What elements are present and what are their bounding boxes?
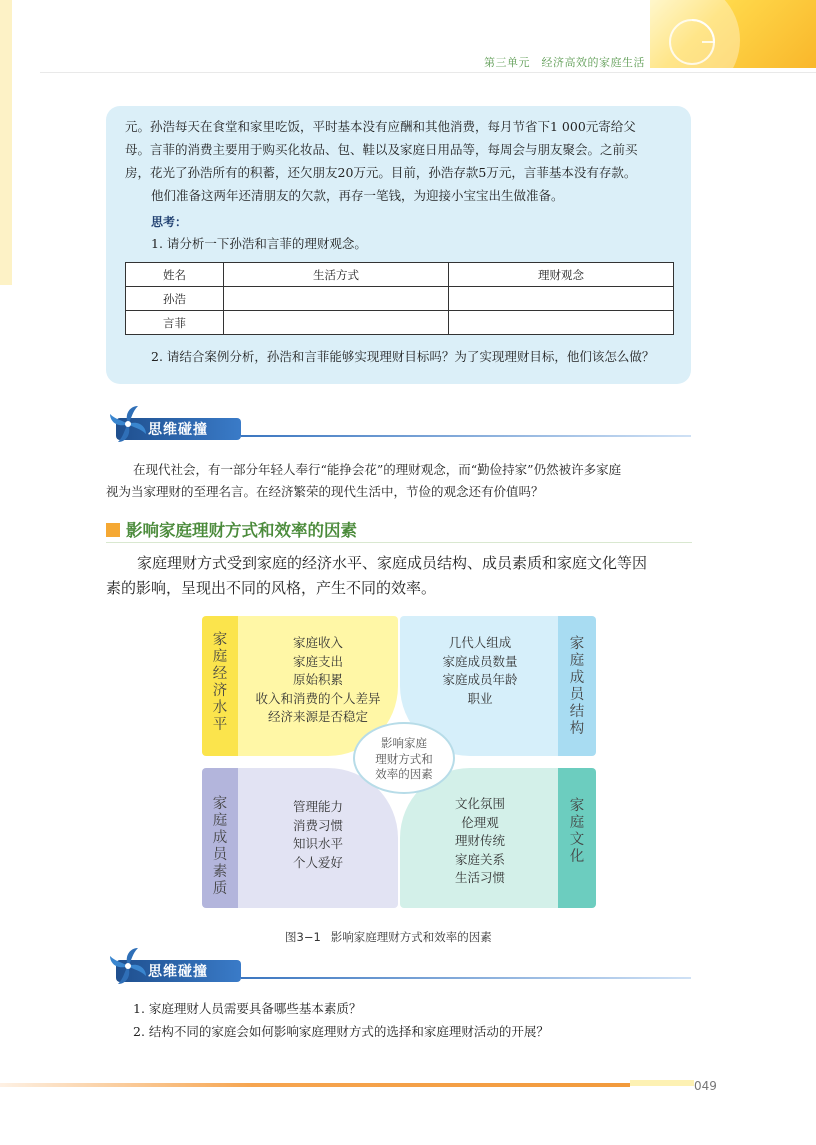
list-item: 理财传统: [454, 833, 505, 848]
list-item: 管理能力: [292, 799, 343, 814]
list-item: 文化氛围: [454, 796, 505, 811]
table-cell[interactable]: [449, 287, 674, 311]
quadrant-label: 家庭文化: [569, 798, 585, 865]
table-cell[interactable]: [224, 287, 449, 311]
case-line: 他们准备这两年还清朋友的欠款，再存一笔钱，为迎接小宝宝出生做准备。: [151, 188, 564, 203]
list-item: 收入和消费的个人差异: [255, 690, 381, 706]
case-line: 元。孙浩每天在食堂和家里吃饭，平时基本没有应酬和其他消费，每月节省下1 000元寄给父: [125, 119, 636, 134]
list-item: 伦理观: [461, 814, 499, 830]
list-item: 生活习惯: [454, 870, 505, 885]
list-item: 消费习惯: [292, 817, 343, 833]
thinking-banner: [106, 400, 692, 440]
table-header: 姓名: [126, 263, 224, 287]
list-item: 知识水平: [292, 836, 343, 851]
case-line: 房，花光了孙浩所有的积蓄，还欠朋友20万元。目前，孙浩存款5万元，言菲基本没有存款。: [125, 165, 637, 180]
header-divider: [40, 72, 816, 73]
left-edge-strip: [0, 0, 12, 285]
center-label: [353, 736, 455, 783]
footer-accent: [630, 1080, 694, 1086]
analysis-table: [125, 262, 674, 335]
section-body-line: 素的影响，呈现出不同的风格，产生不同的效率。: [106, 579, 437, 597]
section-heading: [106, 517, 357, 541]
table-row: [126, 311, 674, 335]
list-item: 家庭成员数量: [442, 653, 518, 669]
quadrant-items: [420, 634, 540, 708]
unit-title: 第三单元 经济高效的家庭生活: [484, 56, 645, 69]
list-item: 原始积累: [292, 672, 343, 687]
center-line: 效率的因素: [375, 767, 433, 781]
list-item: 家庭支出: [292, 653, 343, 669]
table-cell[interactable]: [224, 311, 449, 335]
center-line: 理财方式和: [375, 751, 433, 766]
quadrant-label: 家庭经济水平: [212, 632, 228, 733]
quadrant-items: [248, 634, 388, 727]
center-line: 影响家庭: [381, 736, 427, 750]
list-item: 经济来源是否稳定: [267, 709, 368, 724]
figure-title: 影响家庭理财方式和效率的因素: [330, 930, 492, 944]
list-item: 家庭收入: [292, 635, 343, 650]
table-row: [126, 287, 674, 311]
section-title: 影响家庭理财方式和效率的因素: [126, 521, 357, 540]
question-item: 1. 家庭理财人员需要具备哪些基本素质？: [133, 1001, 362, 1016]
question-2: 2. 请结合案例分析，孙浩和言菲能够实现理财目标吗？为了实现理财目标，他们该怎么做？: [151, 349, 655, 364]
banner-label: 思维碰撞: [148, 964, 208, 980]
pinwheel-icon: [106, 400, 152, 446]
case-line: 母。言菲的消费主要用于购买化妆品、包、鞋以及家庭日用品等，每周会与朋友聚会。之前买: [125, 142, 638, 157]
page-number: 049: [694, 1079, 717, 1093]
quadrant-label: 家庭成员素质: [212, 796, 228, 897]
think-label: 思考：: [151, 215, 188, 229]
discussion-line: 在现代社会，有一部分年轻人奉行“能挣会花”的理财观念，而“勤俭持家”仍然被许多家庭: [133, 462, 622, 477]
table-cell: 孙浩: [126, 287, 224, 311]
list-item: 家庭成员年龄: [442, 672, 518, 687]
header-decoration: [650, 0, 816, 68]
banner-label: 思维碰撞: [148, 422, 208, 438]
quadrant-items: [258, 798, 378, 872]
table-cell[interactable]: [449, 311, 674, 335]
section-divider: [106, 542, 692, 543]
section-body-line: 家庭理财方式受到家庭的经济水平、家庭成员结构、成员素质和家庭文化等因: [137, 554, 648, 572]
pinwheel-icon: [106, 942, 152, 988]
discussion-line: 视为当家理财的至理名言。在经济繁荣的现代生活中，节俭的观念还有价值吗？: [106, 484, 544, 499]
list-item: 职业: [467, 690, 493, 706]
list-item: 个人爱好: [292, 854, 343, 870]
thinking-banner: [106, 942, 692, 982]
table-header: 生活方式: [224, 263, 449, 287]
table-cell: 言菲: [126, 311, 224, 335]
quadrant-label: 家庭成员结构: [569, 636, 585, 737]
figure-number: 图3−1: [285, 930, 321, 944]
question-1: 1. 请分析一下孙浩和言菲的理财观念。: [151, 236, 367, 251]
table-header: 理财观念: [449, 263, 674, 287]
question-item: 2. 结构不同的家庭会如何影响家庭理财方式的选择和家庭理财活动的开展？: [133, 1024, 549, 1039]
footer-line: [0, 1083, 630, 1087]
square-icon: [106, 523, 120, 537]
list-item: 家庭关系: [454, 851, 505, 867]
table-header-row: [126, 263, 674, 287]
quadrant-items: [420, 795, 540, 888]
list-item: 几代人组成: [448, 635, 512, 650]
swirl-icon: [662, 12, 722, 68]
